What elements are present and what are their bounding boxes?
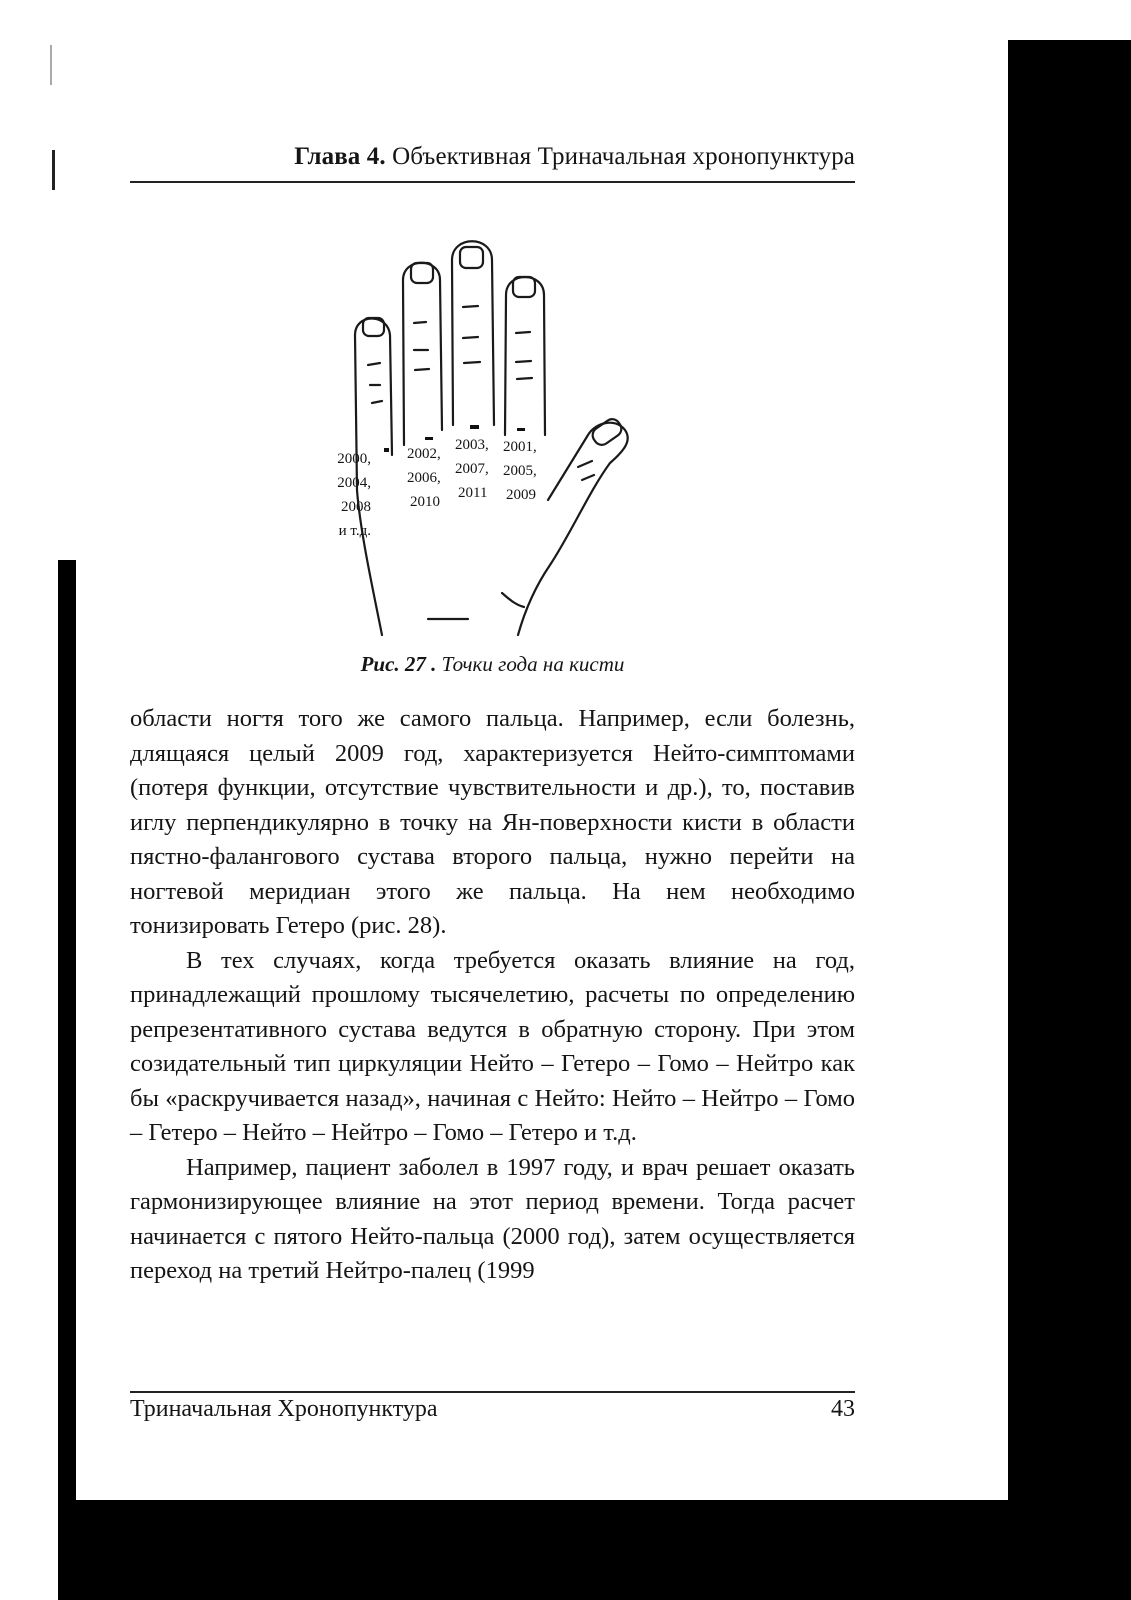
page-number: 43	[831, 1396, 855, 1422]
ring-finger-outline	[403, 263, 442, 445]
label-line: 2006,	[407, 470, 441, 486]
index-finger-outline	[505, 277, 545, 435]
label-index-finger	[503, 435, 537, 507]
footer-book-title: Триначальная Хронопунктура	[130, 1396, 438, 1422]
chapter-number: Глава 4.	[294, 143, 386, 170]
middle-finger-nail	[460, 247, 483, 268]
scan-mark	[52, 150, 55, 190]
caption-number: Рис. 27 .	[360, 652, 437, 676]
label-line: 2004,	[337, 475, 371, 491]
label-line: 2003,	[455, 437, 489, 453]
caption-text: Точки года на кисти	[441, 652, 625, 676]
point-middle	[470, 425, 479, 429]
thumb-nail	[590, 416, 625, 448]
running-head	[130, 143, 855, 171]
scan-mark-faint	[50, 45, 52, 85]
footer-rule	[130, 1391, 855, 1393]
scan-border-bottom	[58, 1500, 1131, 1600]
paragraph: В тех случаях, когда требуется оказать влияние на год, принадлежащий прошлому тысячелетию, расчеты по определению репрезентативного сустава ведутся в обратную сторону. При этом созидательный тип циркуляции Нейто – Гетеро – Гомо – Нейтро как бы «раскручивается назад», начиная с Нейто: Нейто – Нейтро – Гомо – Гетеро – Нейто – Нейтро – Гомо – Гетеро и т.д.	[130, 946, 855, 1146]
figure-caption	[130, 652, 855, 677]
label-line: 2007,	[455, 461, 489, 477]
header-rule	[130, 181, 855, 183]
label-line: 2002,	[407, 446, 441, 462]
label-line: 2009	[506, 487, 536, 503]
ring-finger-nail	[411, 263, 433, 283]
chapter-title: Объективная Триначальная хронопунктура	[392, 143, 855, 170]
label-little-finger	[323, 447, 371, 543]
label-ring-finger	[407, 442, 441, 514]
label-line: 2005,	[503, 463, 537, 479]
label-line: 2010	[410, 494, 440, 510]
point-little	[384, 448, 389, 452]
point-index	[517, 428, 525, 431]
paragraph: Например, пациент заболел в 1997 году, и врач решает оказать гармонизирующее влияние на этот период времени. Тогда расчет начинается с пятого Нейто-пальца (2000 год), затем осуществляется переход на третий Нейтро-палец (1999	[130, 1153, 855, 1284]
label-line: 2000,	[337, 451, 371, 467]
hand-figure	[320, 235, 640, 645]
scan-border-right	[1008, 40, 1131, 1600]
scan-border-left	[58, 560, 76, 1520]
label-line: 2008	[341, 499, 371, 515]
body-text	[130, 702, 855, 1289]
label-line: 2011	[458, 485, 488, 501]
point-ring	[425, 437, 433, 440]
label-line: и т.д.	[338, 523, 371, 539]
label-line: 2001,	[503, 439, 537, 455]
label-middle-finger	[455, 433, 489, 505]
index-finger-nail	[513, 277, 535, 297]
paragraph: области ногтя того же самого пальца. Например, если болезнь, длящаяся целый 2009 год, характеризуется Нейто-симптомами (потеря функции, отсутствие чувствительности и др.), то, поставив иглу перпендикулярно в точку на Ян-поверхности кисти в области пястно-фалангового сустава второго пальца, нужно перейти на ногтевой меридиан этого же пальца. На нем необходимо тонизировать Гетеро (рис. 28).	[130, 705, 855, 939]
